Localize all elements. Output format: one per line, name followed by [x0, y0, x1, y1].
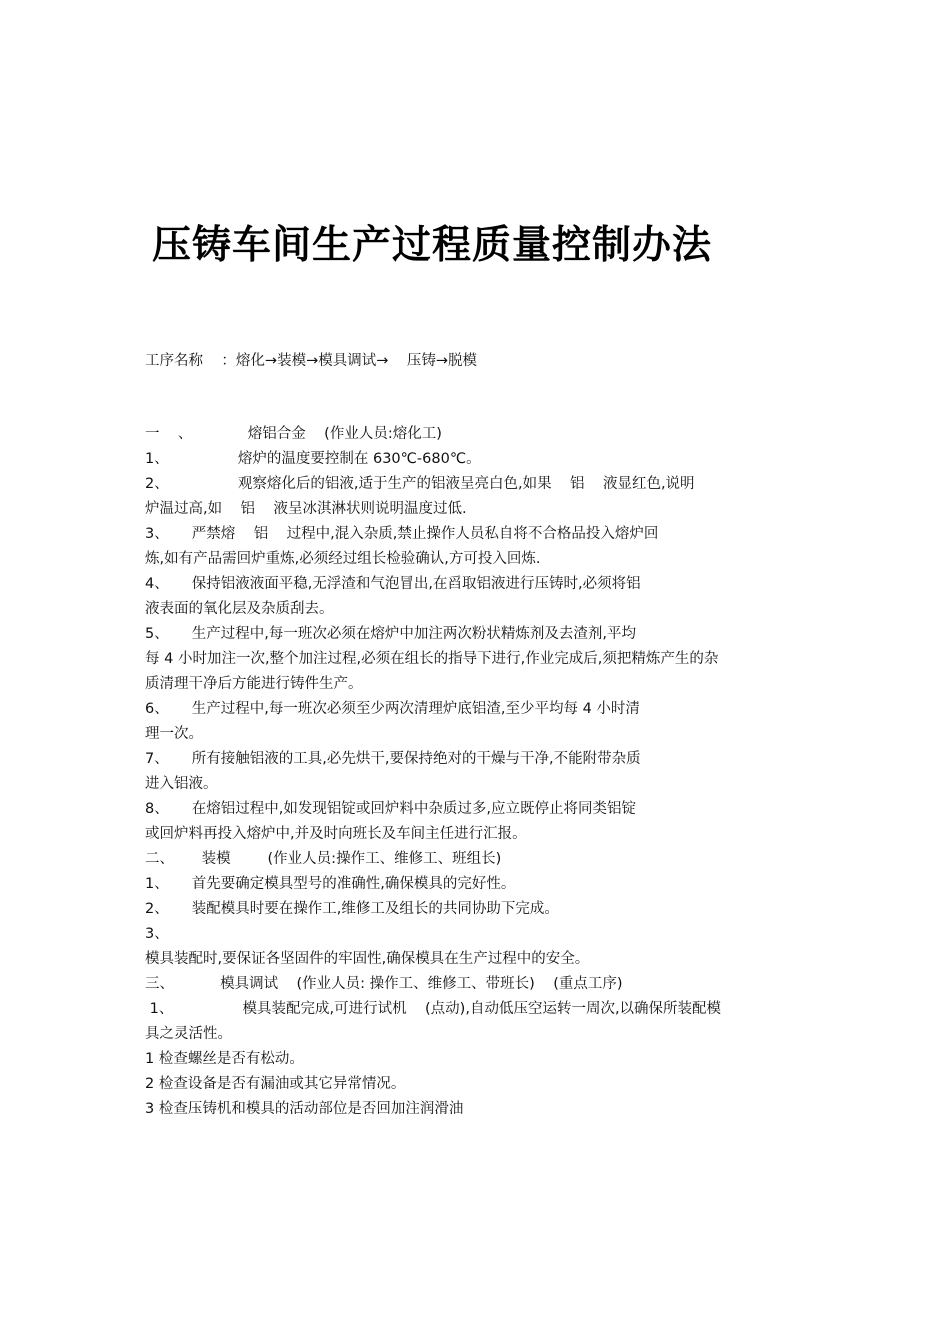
text-line: 1 检查螺丝是否有松动。 — [145, 1051, 304, 1067]
text-line: 每 4 小时加注一次,整个加注过程,必须在组长的指导下进行,作业完成后,须把精炼产生的杂 — [145, 651, 719, 667]
text-line: 3、 — [145, 926, 169, 942]
text-line: 模具装配时,要保证各坚固件的牢固性,确保模具在生产过程中的安全。 — [145, 951, 590, 967]
process-line: 工序名称 ：熔化→装模→模具调试→ 压铸→脱模 — [145, 353, 477, 369]
text-line: 5、 生产过程中,每一班次必须在熔炉中加注两次粉状精炼剂及去渣剂,平均 — [145, 626, 636, 642]
text-line: 8、 在熔铝过程中,如发现铝锭或回炉料中杂质过多,应立既停止将同类铝锭 — [145, 801, 636, 817]
text-line: 或回炉料再投入熔炉中,并及时向班长及车间主任进行汇报。 — [145, 826, 527, 842]
text-line: 2、 观察熔化后的铝液,适于生产的铝液呈亮白色,如果 铝 液显红色,说明 — [145, 476, 695, 492]
text-line: 3 检查压铸机和模具的活动部位是否回加注润滑油 — [145, 1101, 464, 1117]
text-line: 6、 生产过程中,每一班次必须至少两次清理炉底铝渣,至少平均每 4 小时清 — [145, 701, 640, 717]
document-title: 压铸车间生产过程质量控制办法 — [152, 223, 713, 268]
text-line: 2、 装配模具时要在操作工,维修工及组长的共同协助下完成。 — [145, 901, 559, 917]
text-line: 2 检查设备是否有漏油或其它异常情况。 — [145, 1076, 406, 1092]
text-line: 1、 模具装配完成,可进行试机 (点动),自动低压空运转一周次,以确保所装配模 — [145, 1001, 722, 1017]
section-heading-3: 三、 模具调试 (作业人员: 操作工、维修工、带班长) (重点工序) — [145, 976, 623, 992]
section-heading-1: 一 、 熔铝合金 (作业人员:熔化工) — [145, 426, 442, 442]
text-line: 理一次。 — [145, 726, 203, 742]
text-line: 进入铝液。 — [145, 776, 218, 792]
text-line: 液表面的氧化层及杂质刮去。 — [145, 601, 334, 617]
text-line: 具之灵活性。 — [145, 1026, 232, 1042]
text-line: 7、 所有接触铝液的工具,必先烘干,要保持绝对的干燥与干净,不能附带杂质 — [145, 751, 641, 767]
text-line: 炼,如有产品需回炉重炼,必须经过组长检验确认,方可投入回炼. — [145, 551, 541, 567]
text-line: 4、 保持铝液液面平稳,无浮渣和气泡冒出,在舀取铝液进行压铸时,必须将铝 — [145, 576, 641, 592]
section-heading-2: 二、 装模 (作业人员:操作工、维修工、班组长) — [145, 851, 502, 867]
text-line: 炉温过高,如 铝 液呈冰淇淋状则说明温度过低. — [145, 501, 467, 517]
text-line: 3、 严禁熔 铝 过程中,混入杂质,禁止操作人员私自将不合格品投入熔炉回 — [145, 526, 659, 542]
text-line: 质清理干净后方能进行铸件生产。 — [145, 676, 363, 692]
text-line: 1、 熔炉的温度要控制在 630℃-680℃。 — [145, 451, 481, 467]
text-line: 1、 首先要确定模具型号的准确性,确保模具的完好性。 — [145, 876, 516, 892]
